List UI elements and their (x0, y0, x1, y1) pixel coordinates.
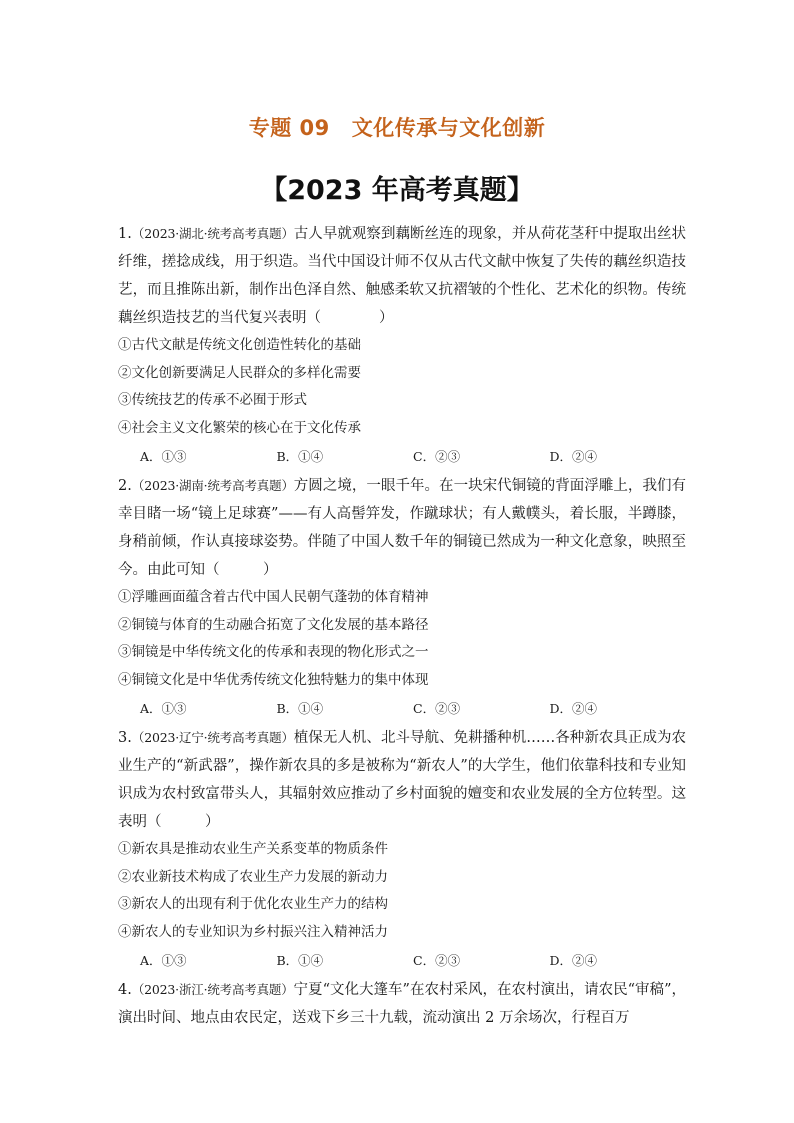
question-source: （2023·湖南·统考高考真题） (131, 478, 294, 493)
question-list (118, 220, 686, 1032)
statement-option: ③新农人的出现有利于优化农业生产力的结构 (118, 896, 388, 912)
choice-b[interactable]: B．①④ (276, 953, 324, 968)
choice-c[interactable]: C．②③ (413, 701, 461, 716)
question-number: 4. (118, 982, 132, 998)
question-text: 植保无人机、北斗导航、免耕播种机……各种新农具正成为农业生产的“新武器”，操作新农具的多是被称为“新农人”的大学生，他们依靠科技和专业知识成为农村致富带头人，其辐射效应推动了乡村面貌的嬗变和农业发展的全方位转型。这表明（ ） (118, 730, 686, 830)
answer-choices (118, 694, 686, 724)
statement-option: ②文化创新要满足人民群众的多样化需要 (118, 364, 361, 381)
choice-b[interactable]: B．①④ (276, 701, 324, 716)
question-source: （2023·湖北·统考高考真题） (131, 226, 294, 241)
statement-option: ④社会主义文化繁荣的核心在于文化传承 (118, 419, 361, 436)
question-text: 宁夏“文化大篷车”在农村采风，在农村演出，请农民“审稿”，演出时间、地点由农民定，送戏下乡三十九载，流动演出 2 万余场次，行程百万 (118, 982, 686, 1026)
answer-choices (118, 946, 686, 976)
question-3 (118, 724, 686, 976)
choice-a[interactable]: A．①③ (140, 449, 187, 464)
question-source: （2023·辽宁·统考高考真题） (131, 730, 294, 745)
title-topic-name: 文化传承与文化创新 (351, 116, 546, 140)
statement-option: ①新农具是推动农业生产关系变革的物质条件 (118, 841, 388, 857)
statement-option: ③铜镜是中华传统文化的传承和表现的物化形式之一 (118, 644, 429, 660)
question-stem (118, 472, 686, 584)
question-stem (118, 976, 686, 1032)
statement-option: ④新农人的专业知识为乡村振兴注入精神活力 (118, 923, 388, 940)
document-title (0, 112, 794, 142)
statement-option: ②农业新技术构成了农业生产力发展的新动力 (118, 868, 388, 885)
question-number: 2. (118, 478, 132, 494)
section-heading: 【2023 年高考真题】 (260, 175, 534, 206)
statement-option: ②铜镜与体育的生动融合拓宽了文化发展的基本路径 (118, 616, 429, 633)
question-text: 方圆之境，一眼千年。在一块宋代铜镜的背面浮雕上，我们有幸目睹一场“镜上足球赛”——有人高髻笄发，作蹴球状；有人戴幞头，着长服，半蹲膝，身稍前倾，作认真接球姿势。伴随了中国人数千年的铜镜已然成为一种文化意象，映照至今。由此可知（ ） (118, 478, 687, 578)
answer-choices (118, 442, 686, 472)
question-2 (118, 472, 686, 724)
choice-b[interactable]: B．①④ (276, 449, 324, 464)
statement-option: ③传统技艺的传承不必囿于形式 (118, 392, 307, 408)
choice-d[interactable]: D．②④ (549, 449, 598, 464)
statement-option: ④铜镜文化是中华优秀传统文化独特魅力的集中体现 (118, 671, 429, 688)
question-4 (118, 976, 686, 1032)
question-text: 古人早就观察到藕断丝连的现象，并从荷花茎秆中提取出丝状纤维，搓捻成线，用于织造。当代中国设计师不仅从古代文献中恢复了失传的藕丝织造技艺，而且推陈出新，制作出色泽自然、触感柔软又抗褶皱的个性化、艺术化的织物。传统藕丝织造技艺的当代复兴表明（ ） (118, 226, 687, 326)
choice-d[interactable]: D．②④ (549, 701, 598, 716)
question-stem (118, 220, 686, 332)
choice-a[interactable]: A．①③ (140, 701, 187, 716)
question-number: 3. (118, 730, 132, 746)
question-stem (118, 724, 686, 836)
question-1 (118, 220, 686, 472)
choice-a[interactable]: A．①③ (140, 953, 187, 968)
question-number: 1. (118, 226, 132, 242)
choice-c[interactable]: C．②③ (413, 449, 461, 464)
question-source: （2023·浙江·统考高考真题） (131, 982, 294, 997)
choice-d[interactable]: D．②④ (549, 953, 598, 968)
title-topic-number: 专题 09 (248, 116, 330, 140)
statement-option: ①古代文献是传统文化创造性转化的基础 (118, 337, 361, 353)
choice-c[interactable]: C．②③ (413, 953, 461, 968)
statement-option: ①浮雕画面蕴含着古代中国人民朝气蓬勃的体育精神 (118, 589, 429, 605)
